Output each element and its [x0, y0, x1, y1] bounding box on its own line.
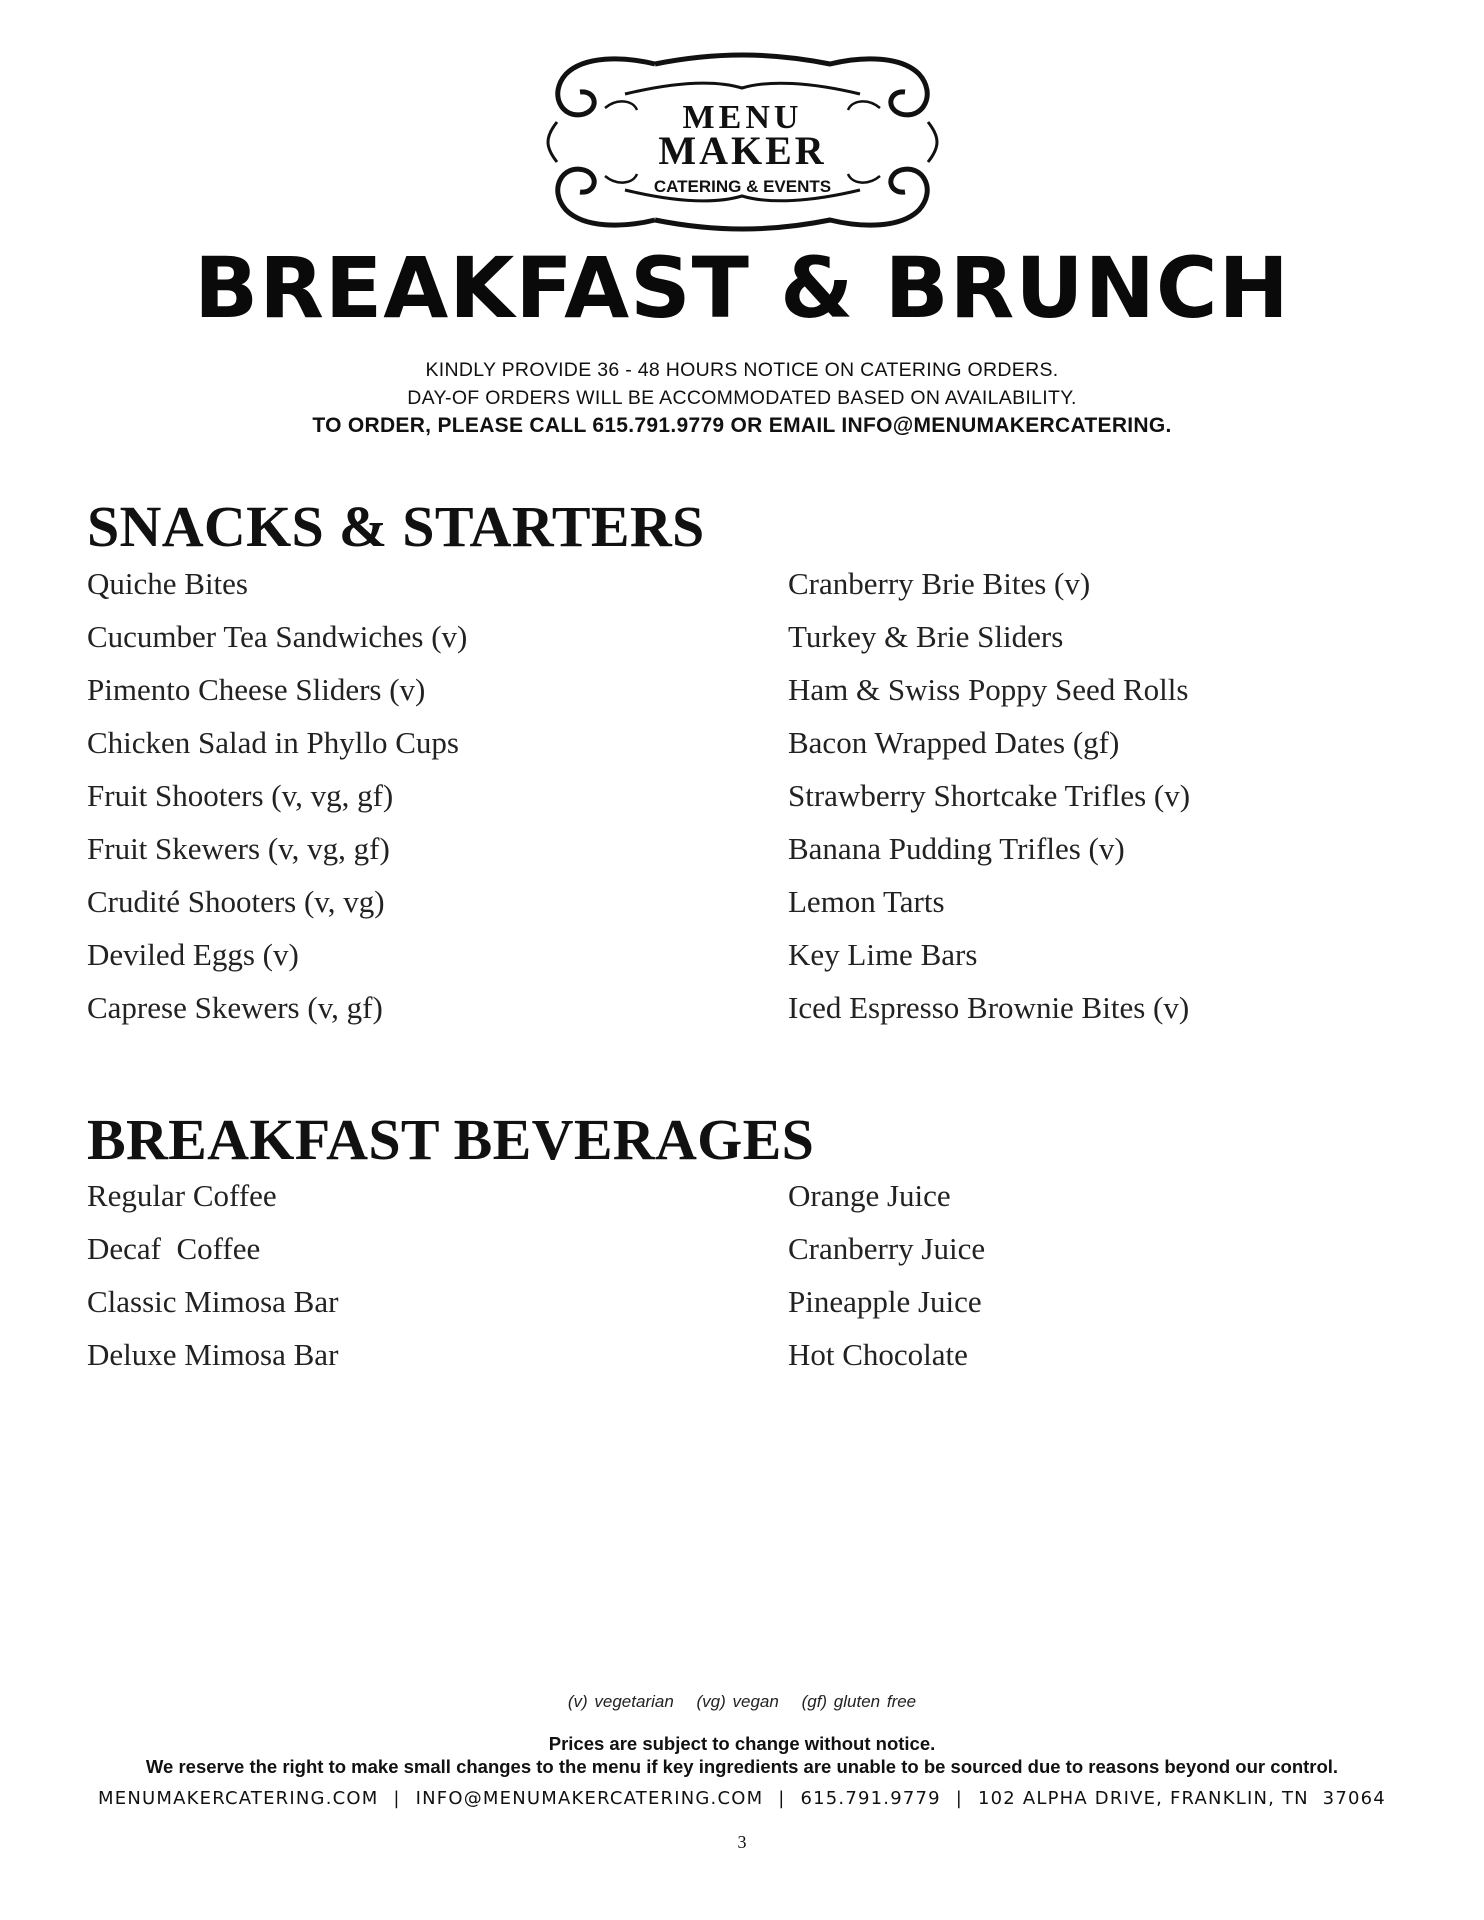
menu-item: Key Lime Bars: [788, 937, 978, 972]
menu-item: Cranberry Juice: [788, 1231, 986, 1266]
menu-item: Decaf Coffee: [87, 1231, 261, 1266]
beverages-right-column: [788, 1174, 985, 1386]
menu-maker-logo: [545, 52, 940, 232]
notice-line-2: DAY-OF ORDERS WILL BE ACCOMMODATED BASED ON AVAILABILITY.: [407, 387, 1077, 409]
snacks-section-heading: SNACKS & STARTERS: [87, 494, 705, 559]
menu-item: Cucumber Tea Sandwiches (v): [87, 619, 468, 654]
menu-item: Fruit Shooters (v, vg, gf): [87, 778, 394, 813]
separator: |: [393, 1788, 401, 1809]
legend-vegan: (vg) vegan: [696, 1692, 779, 1711]
menu-item: Deviled Eggs (v): [87, 937, 299, 972]
menu-item: Cranberry Brie Bites (v): [788, 566, 1091, 601]
page-title: BREAKFAST & BRUNCH: [194, 239, 1290, 337]
dietary-legend: [0, 1692, 1484, 1712]
beverages-left-column: [87, 1174, 338, 1386]
beverages-section-heading: BREAKFAST BEVERAGES: [87, 1107, 815, 1172]
menu-item: Classic Mimosa Bar: [87, 1284, 339, 1319]
separator: |: [955, 1788, 964, 1809]
legend-vegetarian: (v) vegetarian: [567, 1692, 674, 1711]
menu-item: Deluxe Mimosa Bar: [87, 1337, 339, 1372]
menu-change-disclaimer: We reserve the right to make small changes to the menu if key ingredients are unable to be sourced due to reasons beyond our control.: [145, 1756, 1339, 1777]
menu-item: Hot Chocolate: [788, 1337, 968, 1372]
menu-item: Pimento Cheese Sliders (v): [87, 672, 426, 707]
menu-item: Fruit Skewers (v, vg, gf): [87, 831, 390, 866]
separator: |: [778, 1788, 786, 1809]
menu-item: Banana Pudding Trifles (v): [788, 831, 1125, 866]
svg-text:MAKER: MAKER: [658, 128, 827, 173]
menu-item: Turkey & Brie Sliders: [788, 619, 1064, 654]
menu-item: Regular Coffee: [87, 1178, 277, 1213]
menu-item: Strawberry Shortcake Trifles (v): [788, 778, 1191, 813]
notice-line-1: KINDLY PROVIDE 36 - 48 HOURS NOTICE ON CATERING ORDERS.: [425, 359, 1059, 381]
snacks-right-column: [788, 562, 1190, 1039]
menu-item: Quiche Bites: [87, 566, 248, 601]
legend-gluten-free: (gf) gluten free: [801, 1692, 917, 1711]
svg-text:MENU: MENU: [682, 99, 803, 136]
snacks-left-column: [87, 562, 467, 1039]
address: 102 ALPHA DRIVE, FRANKLIN, TN 37064: [977, 1788, 1386, 1809]
phone-number[interactable]: 615.791.9779: [800, 1788, 941, 1809]
menu-item: Bacon Wrapped Dates (gf): [788, 725, 1120, 760]
page-number: 3: [737, 1832, 747, 1852]
contact-footer: [0, 1788, 1484, 1809]
menu-item: Caprese Skewers (v, gf): [87, 990, 383, 1025]
website-link[interactable]: MENUMAKERCATERING.COM: [98, 1788, 379, 1809]
email-link[interactable]: INFO@MENUMAKERCATERING.COM: [415, 1788, 764, 1809]
order-contact-line: TO ORDER, PLEASE CALL 615.791.9779 OR EMAIL INFO@MENUMAKERCATERING.: [312, 414, 1172, 437]
menu-item: Crudité Shooters (v, vg): [87, 884, 385, 919]
menu-item: Orange Juice: [788, 1178, 951, 1213]
menu-item: Iced Espresso Brownie Bites (v): [788, 990, 1190, 1025]
menu-item: Lemon Tarts: [788, 884, 945, 919]
menu-item: Ham & Swiss Poppy Seed Rolls: [788, 672, 1189, 707]
menu-item: Chicken Salad in Phyllo Cups: [87, 725, 459, 760]
price-disclaimer: Prices are subject to change without notice.: [548, 1733, 936, 1754]
svg-text:CATERING & EVENTS: CATERING & EVENTS: [653, 177, 832, 196]
menu-item: Pineapple Juice: [788, 1284, 982, 1319]
